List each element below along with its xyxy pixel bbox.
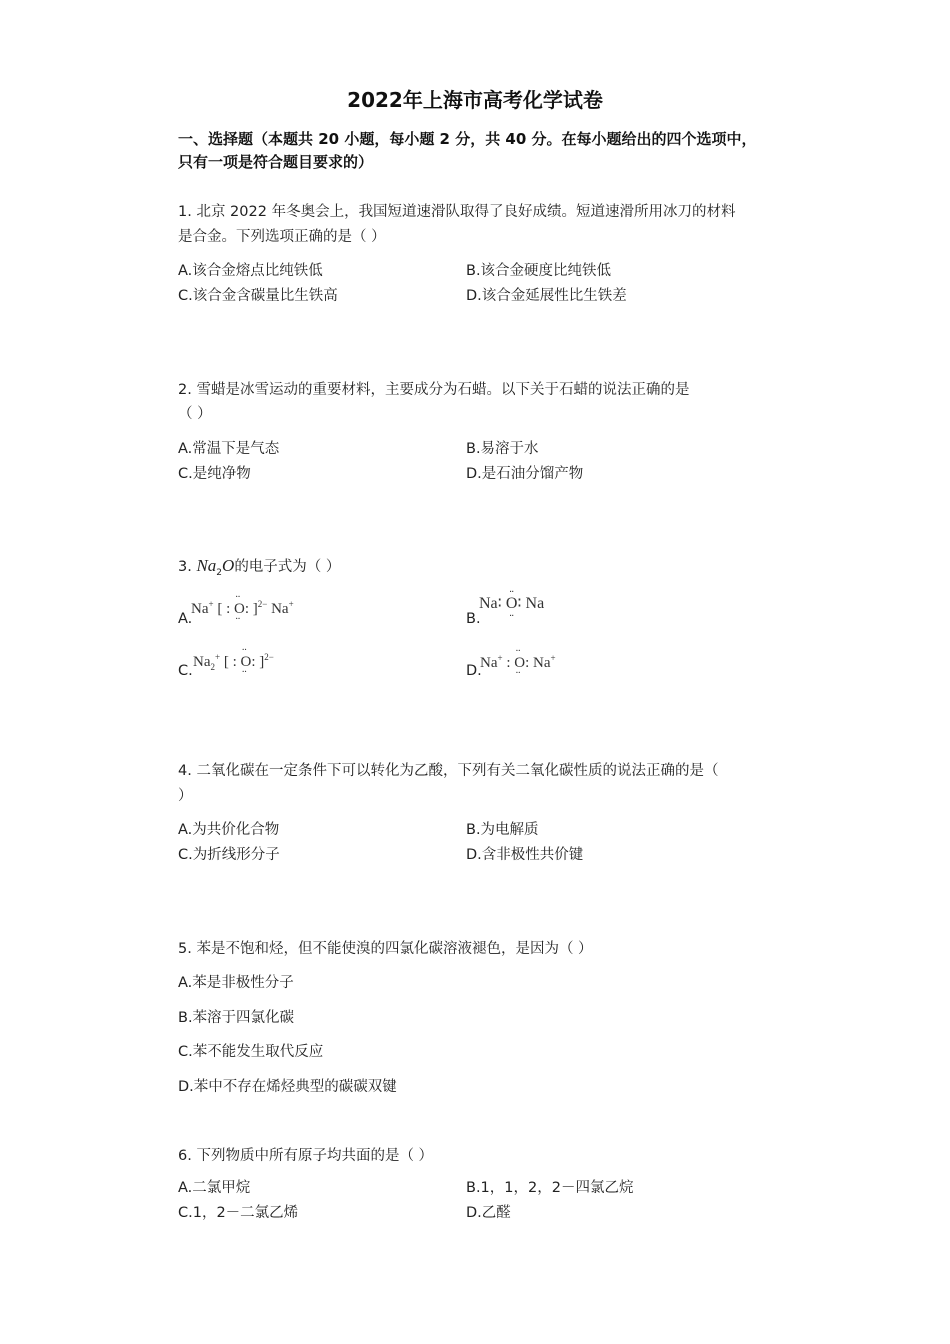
option-d: D. bbox=[466, 663, 482, 679]
option-d: D.含非极性共价键 bbox=[466, 847, 584, 863]
option-c: C. bbox=[178, 663, 193, 679]
lone-pair-dots: ·· bbox=[509, 587, 514, 598]
question-text: （ ） bbox=[178, 406, 212, 422]
formula: N bbox=[196, 556, 208, 575]
option-a: A. bbox=[178, 611, 193, 627]
option-d: D.苯中不存在烯烃典型的碳碳双键 bbox=[178, 1079, 397, 1095]
option-d: D.乙醛 bbox=[466, 1205, 511, 1221]
option-c: C.为折线形分子 bbox=[178, 847, 280, 863]
option-d-formula: Na+ : ·· O ··: Na+ bbox=[480, 648, 556, 673]
option-b: B.1，1，2，2－四氯乙烷 bbox=[466, 1180, 634, 1196]
question-text: ） bbox=[178, 788, 193, 804]
option-b: B.苯溶于四氯化碳 bbox=[178, 1010, 295, 1026]
option-c: C.该合金含碳量比生铁高 bbox=[178, 288, 338, 304]
question-text: 2. 雪蜡是冰雪运动的重要材料，主要成分为石蜡。以下关于石蜡的说法正确的是 bbox=[178, 382, 690, 398]
option-a: A.二氯甲烷 bbox=[178, 1180, 251, 1196]
question-text: 的电子式为（ ） bbox=[234, 559, 341, 575]
option-c-formula: $Na_2^+$ [ : ·· O ··: ]$^{2-}$ bbox=[193, 647, 274, 677]
section-heading: 一、选择题（本题共 20 小题，每小题 2 分，共 40 分。在每小题给出的四个选项中， bbox=[178, 130, 757, 148]
formula: a bbox=[207, 556, 217, 575]
question-text: 4. 二氧化碳在一定条件下可以转化为乙酸，下列有关二氧化碳性质的说法正确的是（ bbox=[178, 763, 719, 779]
lone-pair-dots: ·· bbox=[509, 611, 514, 622]
option-b: B.为电解质 bbox=[466, 822, 539, 838]
option-c: C.是纯净物 bbox=[178, 466, 251, 482]
option-b: B. bbox=[466, 611, 481, 627]
formula: 2 bbox=[216, 567, 223, 578]
option-c: C.苯不能发生取代反应 bbox=[178, 1044, 324, 1060]
option-b: B.该合金硬度比纯铁低 bbox=[466, 263, 612, 279]
option-c: C.1，2－二氯乙烯 bbox=[178, 1205, 299, 1221]
question-text: 5. 苯是不饱和烃，但不能使溴的四氯化碳溶液褪色，是因为（ ） bbox=[178, 941, 593, 957]
question-number: 3. bbox=[178, 559, 192, 575]
option-a-formula: Na+ [ : ·· O ··: ]$^{2-}$ Na+ bbox=[191, 594, 294, 619]
section-heading-cont: 只有一项是符合题目要求的） bbox=[178, 153, 374, 171]
question-text: 是合金。下列选项正确的是（ ） bbox=[178, 229, 386, 245]
option-a: A.常温下是气态 bbox=[178, 441, 280, 457]
option-a: A.苯是非极性分子 bbox=[178, 975, 294, 991]
option-b: B.易溶于水 bbox=[466, 441, 539, 457]
option-d: D.是石油分馏产物 bbox=[466, 466, 584, 482]
option-a: A.为共价化合物 bbox=[178, 822, 280, 838]
option-a: A.该合金熔点比纯铁低 bbox=[178, 263, 323, 279]
formula: O bbox=[222, 556, 235, 575]
question-text: 1. 北京 2022 年冬奥会上，我国短道速滑队取得了良好成绩。短道速滑所用冰刀的材料 bbox=[178, 204, 736, 220]
page-title: 2022年上海市高考化学试卷 bbox=[347, 88, 603, 112]
question-text bbox=[178, 556, 340, 583]
option-b-formula: Na∶ O∶ Na bbox=[479, 595, 545, 612]
question-text: 6. 下列物质中所有原子均共面的是（ ） bbox=[178, 1148, 434, 1164]
option-d: D.该合金延展性比生铁差 bbox=[466, 288, 627, 304]
